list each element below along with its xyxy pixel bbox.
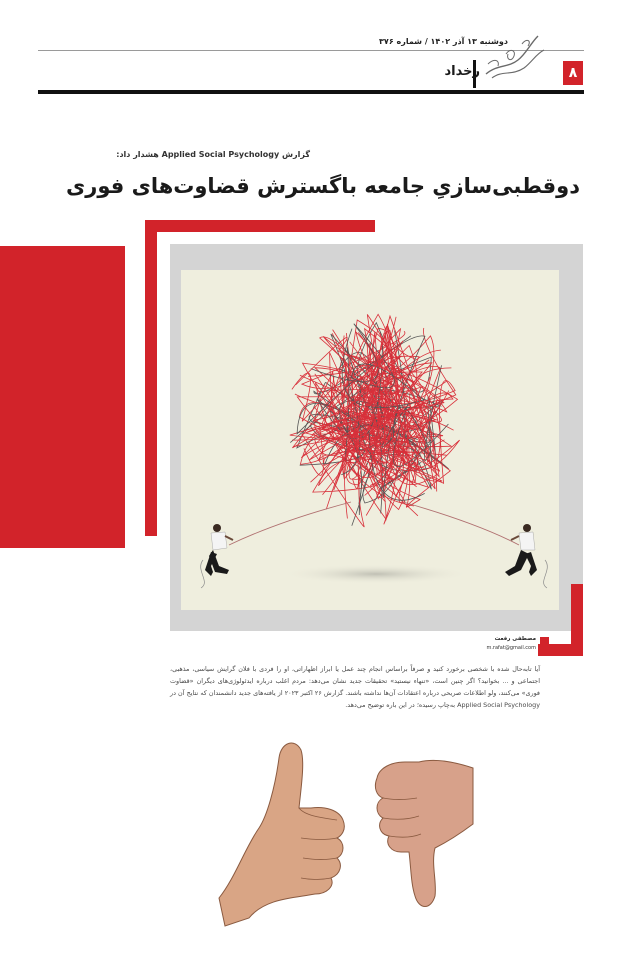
left-person-icon bbox=[205, 524, 233, 576]
author-name: مصطفی رفعت bbox=[494, 636, 536, 642]
red-frame-side bbox=[145, 220, 157, 536]
author-email: m.rafat@gmail.com bbox=[486, 645, 536, 651]
red-block-left bbox=[0, 246, 125, 548]
section-label: رخداد bbox=[444, 64, 480, 79]
thumbs-up-thumbs-down-icon bbox=[215, 728, 475, 928]
author-icon bbox=[540, 637, 549, 647]
article-title: دوقطبی‌سازیِ جامعه باگسترش قضاوت‌های فوری bbox=[66, 174, 580, 198]
article-body: آیا تابه‌حال شده با شخصی برخورد کنید و صرفاً براساس انجام چند عمل یا ابراز اظهاراتی، او را فردی با فلان گرایش سیاسی، مذهبی، اجتماعی و ... بخوانید؟ اگر چنین است، «تنهاء نیستید» تحقیقات جدید نشان می‌دهد: مردم اغلب درباره ایدئولوژی‌های دیگران «قضاوت فوری» می‌کنند، ولو اطلاعات صریحی درباره اعتقادات آن‌ها نداشته باشند. گزارش ۲۶ اکتبر ۲۰۲۳ از یافته‌های جدید دانشمندان که نتایج آن در Applied Social Psychology به‌چاپ رسیده؛ در این باره توضیح می‌دهد. bbox=[170, 665, 540, 709]
thumbs-down-icon bbox=[375, 760, 473, 906]
page-number-badge bbox=[563, 61, 583, 85]
newspaper-logo-icon bbox=[478, 24, 550, 86]
issue-date-line: دوشنبه ۱۳ آذر ۱۴۰۲ / شماره ۳۷۶ bbox=[379, 37, 508, 46]
page-number: ۸ bbox=[568, 65, 578, 81]
article-kicker: گزارش Applied Social Psychology هشدار داد: bbox=[116, 150, 310, 159]
red-frame-top bbox=[145, 220, 375, 232]
header-rule bbox=[38, 90, 584, 94]
thumbs-up-icon bbox=[219, 743, 344, 926]
right-person-icon bbox=[505, 524, 537, 576]
tangled-thread-illustration-icon bbox=[181, 270, 559, 610]
